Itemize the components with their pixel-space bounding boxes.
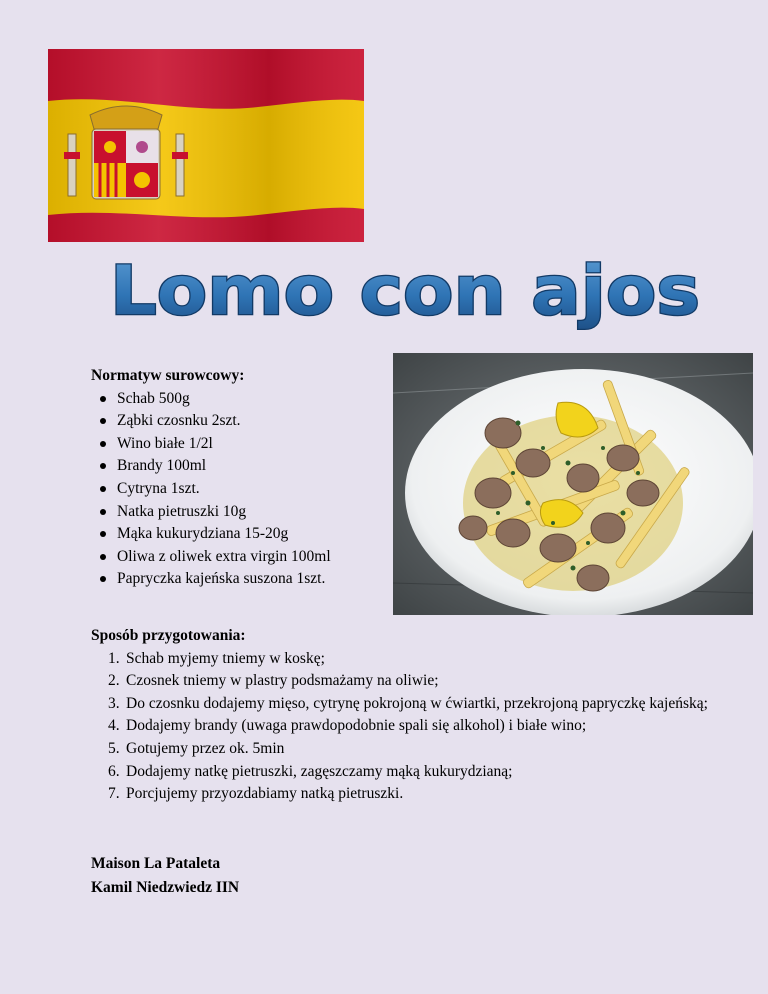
page-title: [100, 250, 710, 340]
step-number: 7.: [108, 785, 120, 803]
step-number: 6.: [108, 762, 120, 780]
step-number: 4.: [108, 717, 120, 735]
page-title-text: Lomo con ajos: [110, 252, 700, 331]
list-item: Natka pietruszki 10g: [91, 501, 391, 524]
author-name: Kamil Niedzwiedz IIN: [91, 879, 240, 896]
bullet-icon: [100, 418, 106, 424]
dish-photo: [393, 353, 753, 615]
bullet-icon: [100, 509, 106, 515]
list-item: Cytryna 1szt.: [91, 478, 391, 501]
ingredients-heading: Normatyw surowcowy:: [91, 367, 245, 384]
spain-flag-image: [48, 49, 364, 242]
list-item: 4. Dodajemy brandy (uwaga prawdopodobnie spali się alkohol) i białe wino;: [91, 715, 711, 738]
step-number: 2.: [108, 672, 120, 690]
step-number: 5.: [108, 739, 120, 757]
list-item: 2. Czosnek tniemy w plastry podsmażamy na oliwie;: [91, 670, 711, 693]
list-item: 6. Dodajemy natkę pietruszki, zagęszczamy mąką kukurydzianą;: [91, 761, 711, 784]
step-number: 3.: [108, 694, 120, 712]
list-item: Papryczka kajeńska suszona 1szt.: [91, 568, 391, 591]
bullet-icon: [100, 531, 106, 537]
method-heading: Sposób przygotowania:: [91, 627, 246, 644]
list-item: 5. Gotujemy przez ok. 5min: [91, 738, 711, 761]
list-item: Schab 500g: [91, 388, 391, 411]
list-item: Ząbki czosnku 2szt.: [91, 410, 391, 433]
method-section: [91, 625, 711, 806]
bullet-icon: [100, 576, 106, 582]
ingredients-section: [91, 365, 391, 591]
list-item: Wino białe 1/2l: [91, 433, 391, 456]
bullet-icon: [100, 486, 106, 492]
bullet-icon: [100, 463, 106, 469]
list-item: Mąka kukurydziana 15-20g: [91, 523, 391, 546]
list-item: Brandy 100ml: [91, 455, 391, 478]
author-block: [91, 852, 491, 900]
restaurant-name: Maison La Pataleta: [91, 855, 221, 872]
bullet-icon: [100, 396, 106, 402]
bullet-icon: [100, 441, 106, 447]
bullet-icon: [100, 554, 106, 560]
list-item: 7. Porcjujemy przyozdabiamy natką pietruszki.: [91, 783, 711, 806]
method-steps-list: [91, 648, 711, 806]
list-item: Oliwa z oliwek extra virgin 100ml: [91, 546, 391, 569]
step-number: 1.: [108, 649, 120, 667]
list-item: 1. Schab myjemy tniemy w koskę;: [91, 648, 711, 671]
ingredients-list: [91, 388, 391, 591]
list-item: 3. Do czosnku dodajemy mięso, cytrynę pokrojoną w ćwiartki, przekrojoną papryczkę kajeńską;: [91, 693, 711, 716]
